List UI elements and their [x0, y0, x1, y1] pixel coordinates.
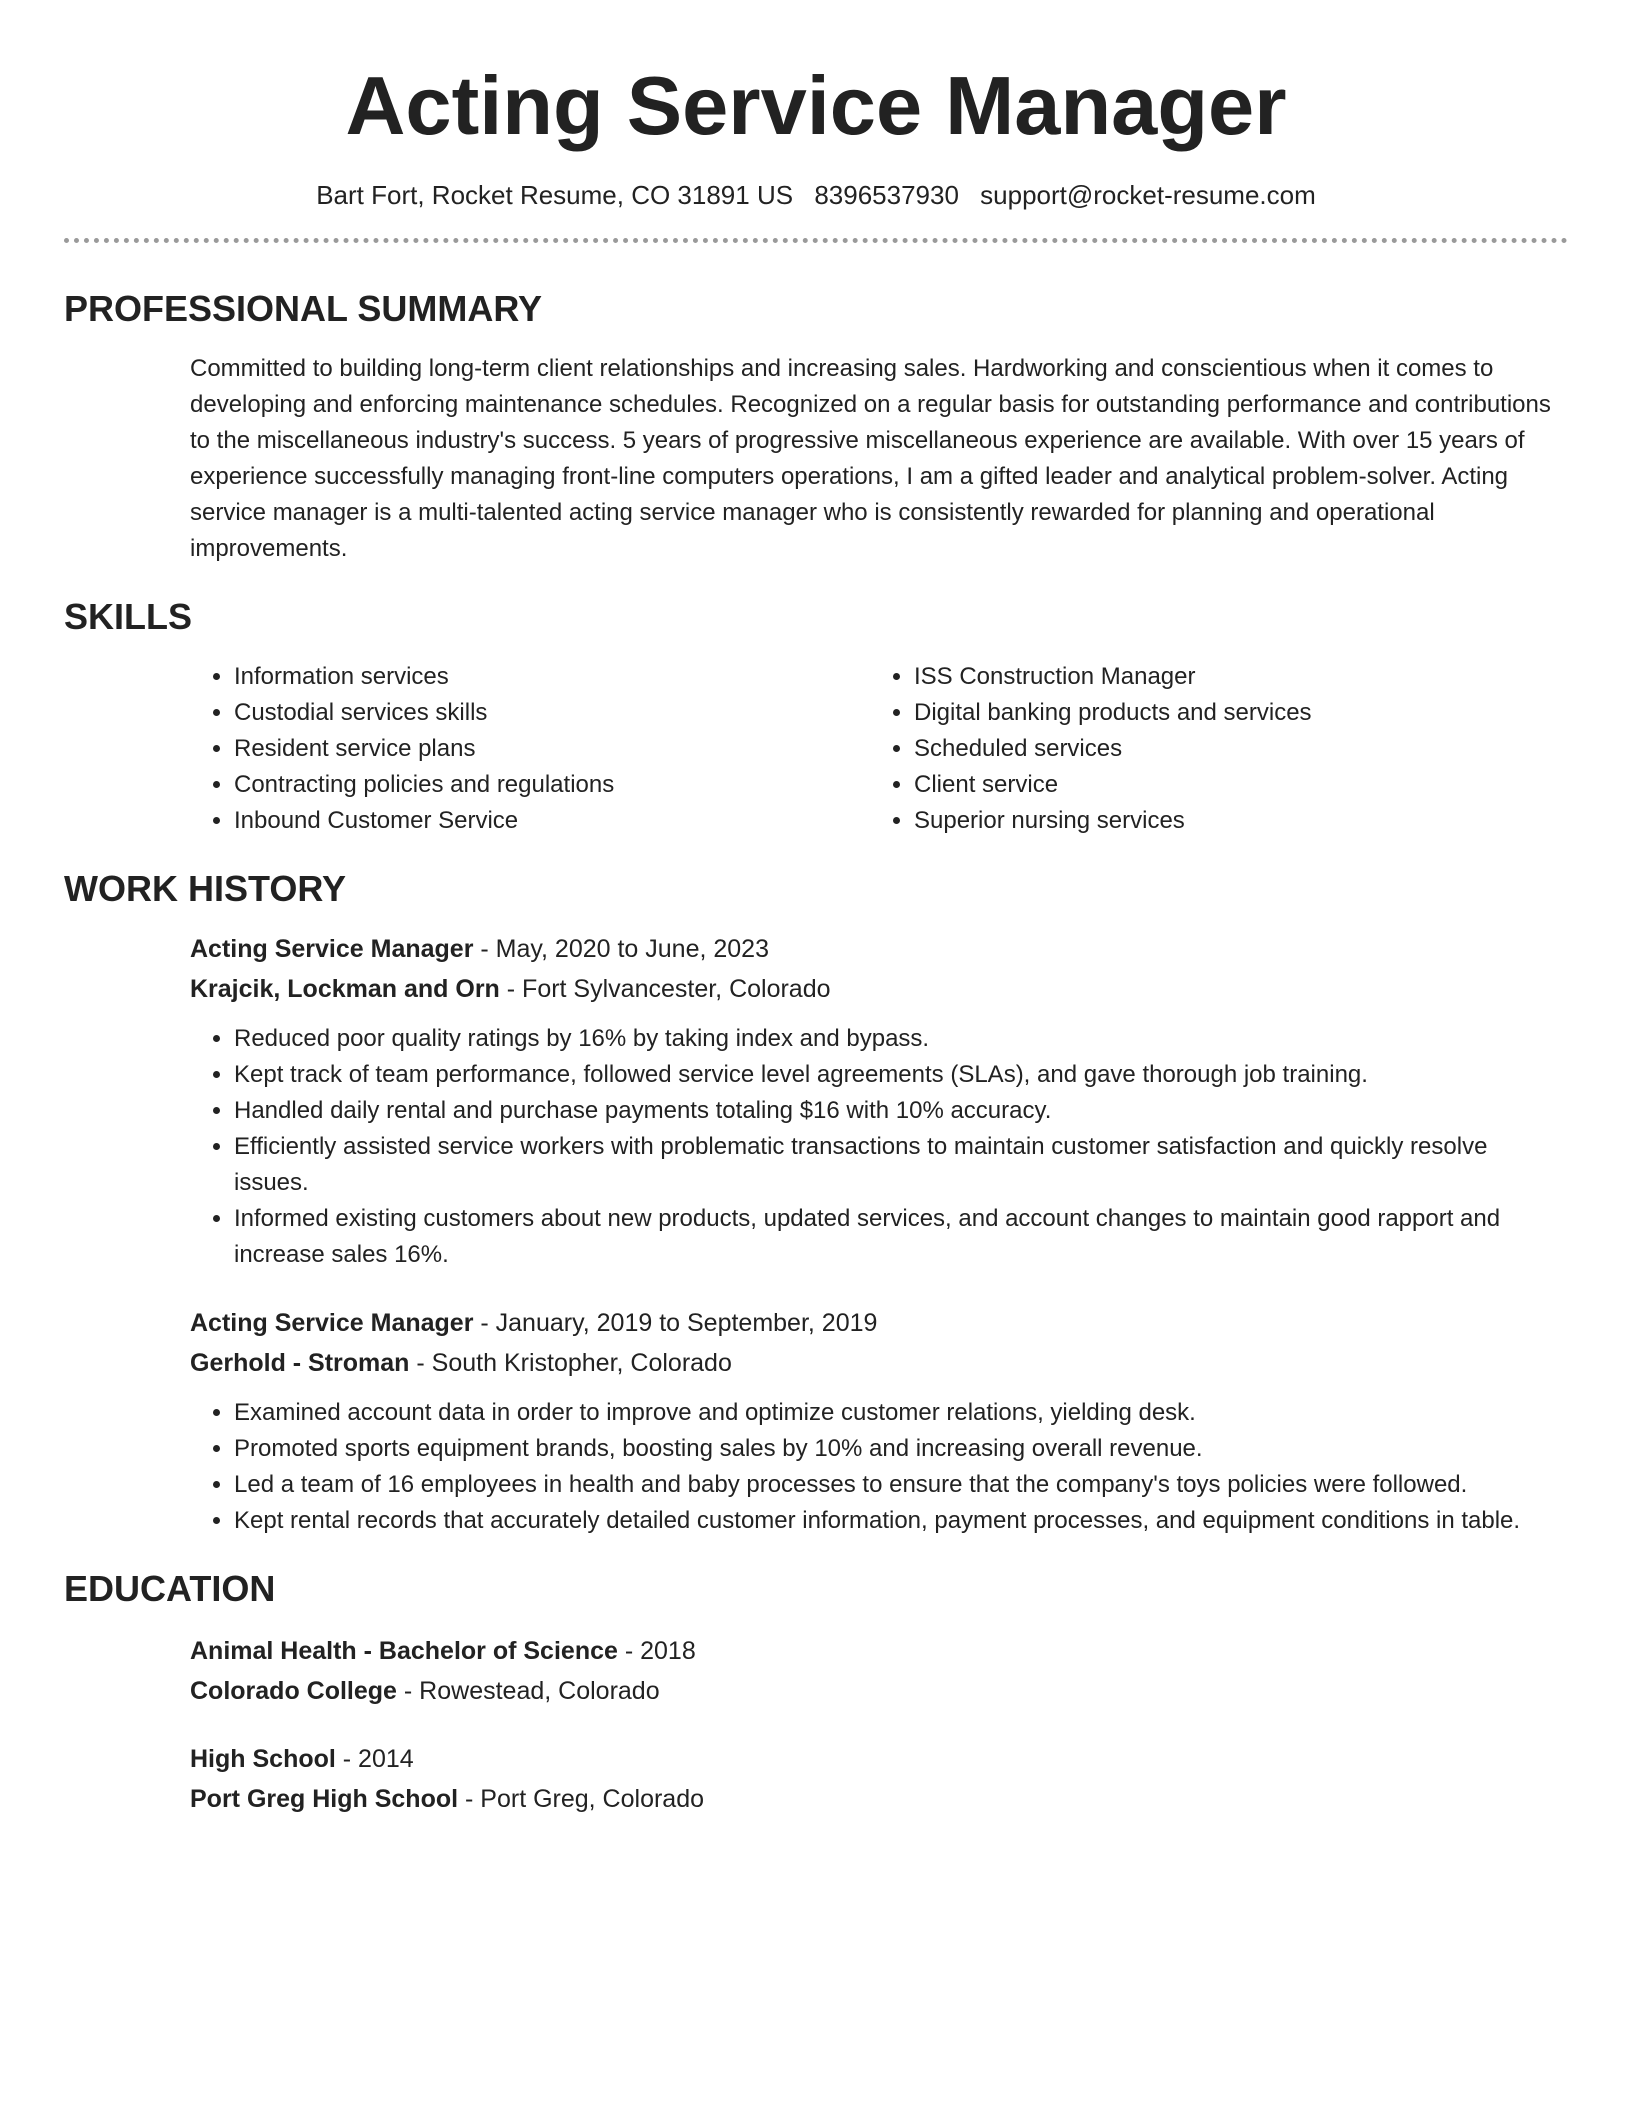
job-bullet: • Led a team of 16 employees in health and baby processes to ensure that the company's toys policies were followed.: [234, 1467, 1568, 1503]
job-entry: [190, 1303, 1568, 1539]
summary-heading: PROFESSIONAL SUMMARY: [64, 288, 543, 329]
header-divider: [64, 238, 1568, 243]
job-bullets: [190, 1395, 1568, 1539]
job-title: Acting Service Manager: [190, 1309, 474, 1337]
education-degree: High School: [190, 1745, 336, 1773]
job-title: Acting Service Manager: [190, 935, 474, 963]
skills-column-left: [190, 659, 870, 839]
job-title-line: [190, 1303, 1568, 1343]
contact-email: support@rocket-resume.com: [980, 180, 1316, 210]
job-company-line: [190, 1343, 1568, 1383]
education-degree: Animal Health - Bachelor of Science: [190, 1637, 618, 1665]
education-year: - 2018: [617, 1637, 696, 1665]
job-bullet: • Efficiently assisted service workers with problematic transactions to maintain customer satisfaction and quickly resolve issues.: [234, 1129, 1568, 1201]
education-entry: [190, 1631, 1568, 1711]
education-location: - Rowestead, Colorado: [396, 1677, 660, 1705]
education-year: - 2014: [335, 1745, 414, 1773]
job-bullet: • Handled daily rental and purchase payments totaling $16 with 10% accuracy.: [234, 1093, 1568, 1129]
job-entry: [190, 929, 1568, 1273]
education-entry: [190, 1739, 1568, 1819]
skills-heading: SKILLS: [64, 596, 193, 637]
education-degree-line: [190, 1739, 1568, 1779]
skills-list-left: [190, 659, 870, 839]
education-school: Colorado College: [190, 1677, 397, 1705]
job-bullet: • Examined account data in order to improve and optimize customer relations, yielding desk.: [234, 1395, 1568, 1431]
job-company-line: [190, 969, 1568, 1009]
skill-item: • Custodial services skills: [234, 695, 870, 731]
job-bullets: [190, 1021, 1568, 1273]
skill-item: • Information services: [234, 659, 870, 695]
education-school-line: [190, 1671, 1568, 1711]
job-dates: - May, 2020 to June, 2023: [473, 935, 769, 963]
job-location: - Fort Sylvancester, Colorado: [499, 975, 831, 1003]
skill-item: • Digital banking products and services: [914, 695, 1550, 731]
work-heading: WORK HISTORY: [64, 868, 347, 909]
summary-section: [190, 351, 1568, 567]
resume-page: [64, 0, 1568, 1819]
education-school-line: [190, 1779, 1568, 1819]
skill-item: • Resident service plans: [234, 731, 870, 767]
contact-phone: 8396537930: [814, 180, 959, 210]
education-location: - Port Greg, Colorado: [458, 1785, 705, 1813]
education-degree-line: [190, 1631, 1568, 1671]
job-company: Krajcik, Lockman and Orn: [190, 975, 500, 1003]
education-heading: EDUCATION: [64, 1568, 276, 1609]
job-dates: - January, 2019 to September, 2019: [473, 1309, 878, 1337]
job-location: - South Kristopher, Colorado: [409, 1349, 732, 1377]
skill-item: • Scheduled services: [914, 731, 1550, 767]
skill-item: • Contracting policies and regulations: [234, 767, 870, 803]
job-bullet: • Kept rental records that accurately detailed customer information, payment processes, and equipment conditions in table.: [234, 1503, 1568, 1539]
skill-item: • Client service: [914, 767, 1550, 803]
skills-section: [190, 659, 1568, 839]
skills-column-right: [870, 659, 1550, 839]
job-bullet: • Reduced poor quality ratings by 16% by taking index and bypass.: [234, 1021, 1568, 1057]
skill-item: • Inbound Customer Service: [234, 803, 870, 839]
skills-list-right: [870, 659, 1550, 839]
education-school: Port Greg High School: [190, 1785, 459, 1813]
contact-address: Bart Fort, Rocket Resume, CO 31891 US: [316, 180, 794, 210]
job-bullet: • Informed existing customers about new products, updated services, and account changes to maintain good rapport and increase sales 16%.: [234, 1201, 1568, 1273]
job-title-line: [190, 929, 1568, 969]
contact-line: [64, 178, 1568, 212]
summary-text: Committed to building long-term client relationships and increasing sales. Hardworking and conscientious when it comes to developing and enforcing maintenance schedules. Recognized on a regular basis for outstanding performance and contributions to the miscellaneous industry's success. 5 years of progressive miscellaneous experience are available. With over 15 years of experience successfully managing front-line computers operations, I am a gifted leader and analytical problem-solver. Acting service manager is a multi-talented acting service manager who is consistently rewarded for planning and operational improvements.: [190, 355, 1551, 562]
resume-title: Acting Service Manager: [345, 59, 1287, 152]
skill-item: • Superior nursing services: [914, 803, 1550, 839]
job-bullet: • Promoted sports equipment brands, boosting sales by 10% and increasing overall revenue.: [234, 1431, 1568, 1467]
skill-item: • ISS Construction Manager: [914, 659, 1550, 695]
job-bullet: • Kept track of team performance, followed service level agreements (SLAs), and gave thorough job training.: [234, 1057, 1568, 1093]
job-company: Gerhold - Stroman: [190, 1349, 410, 1377]
